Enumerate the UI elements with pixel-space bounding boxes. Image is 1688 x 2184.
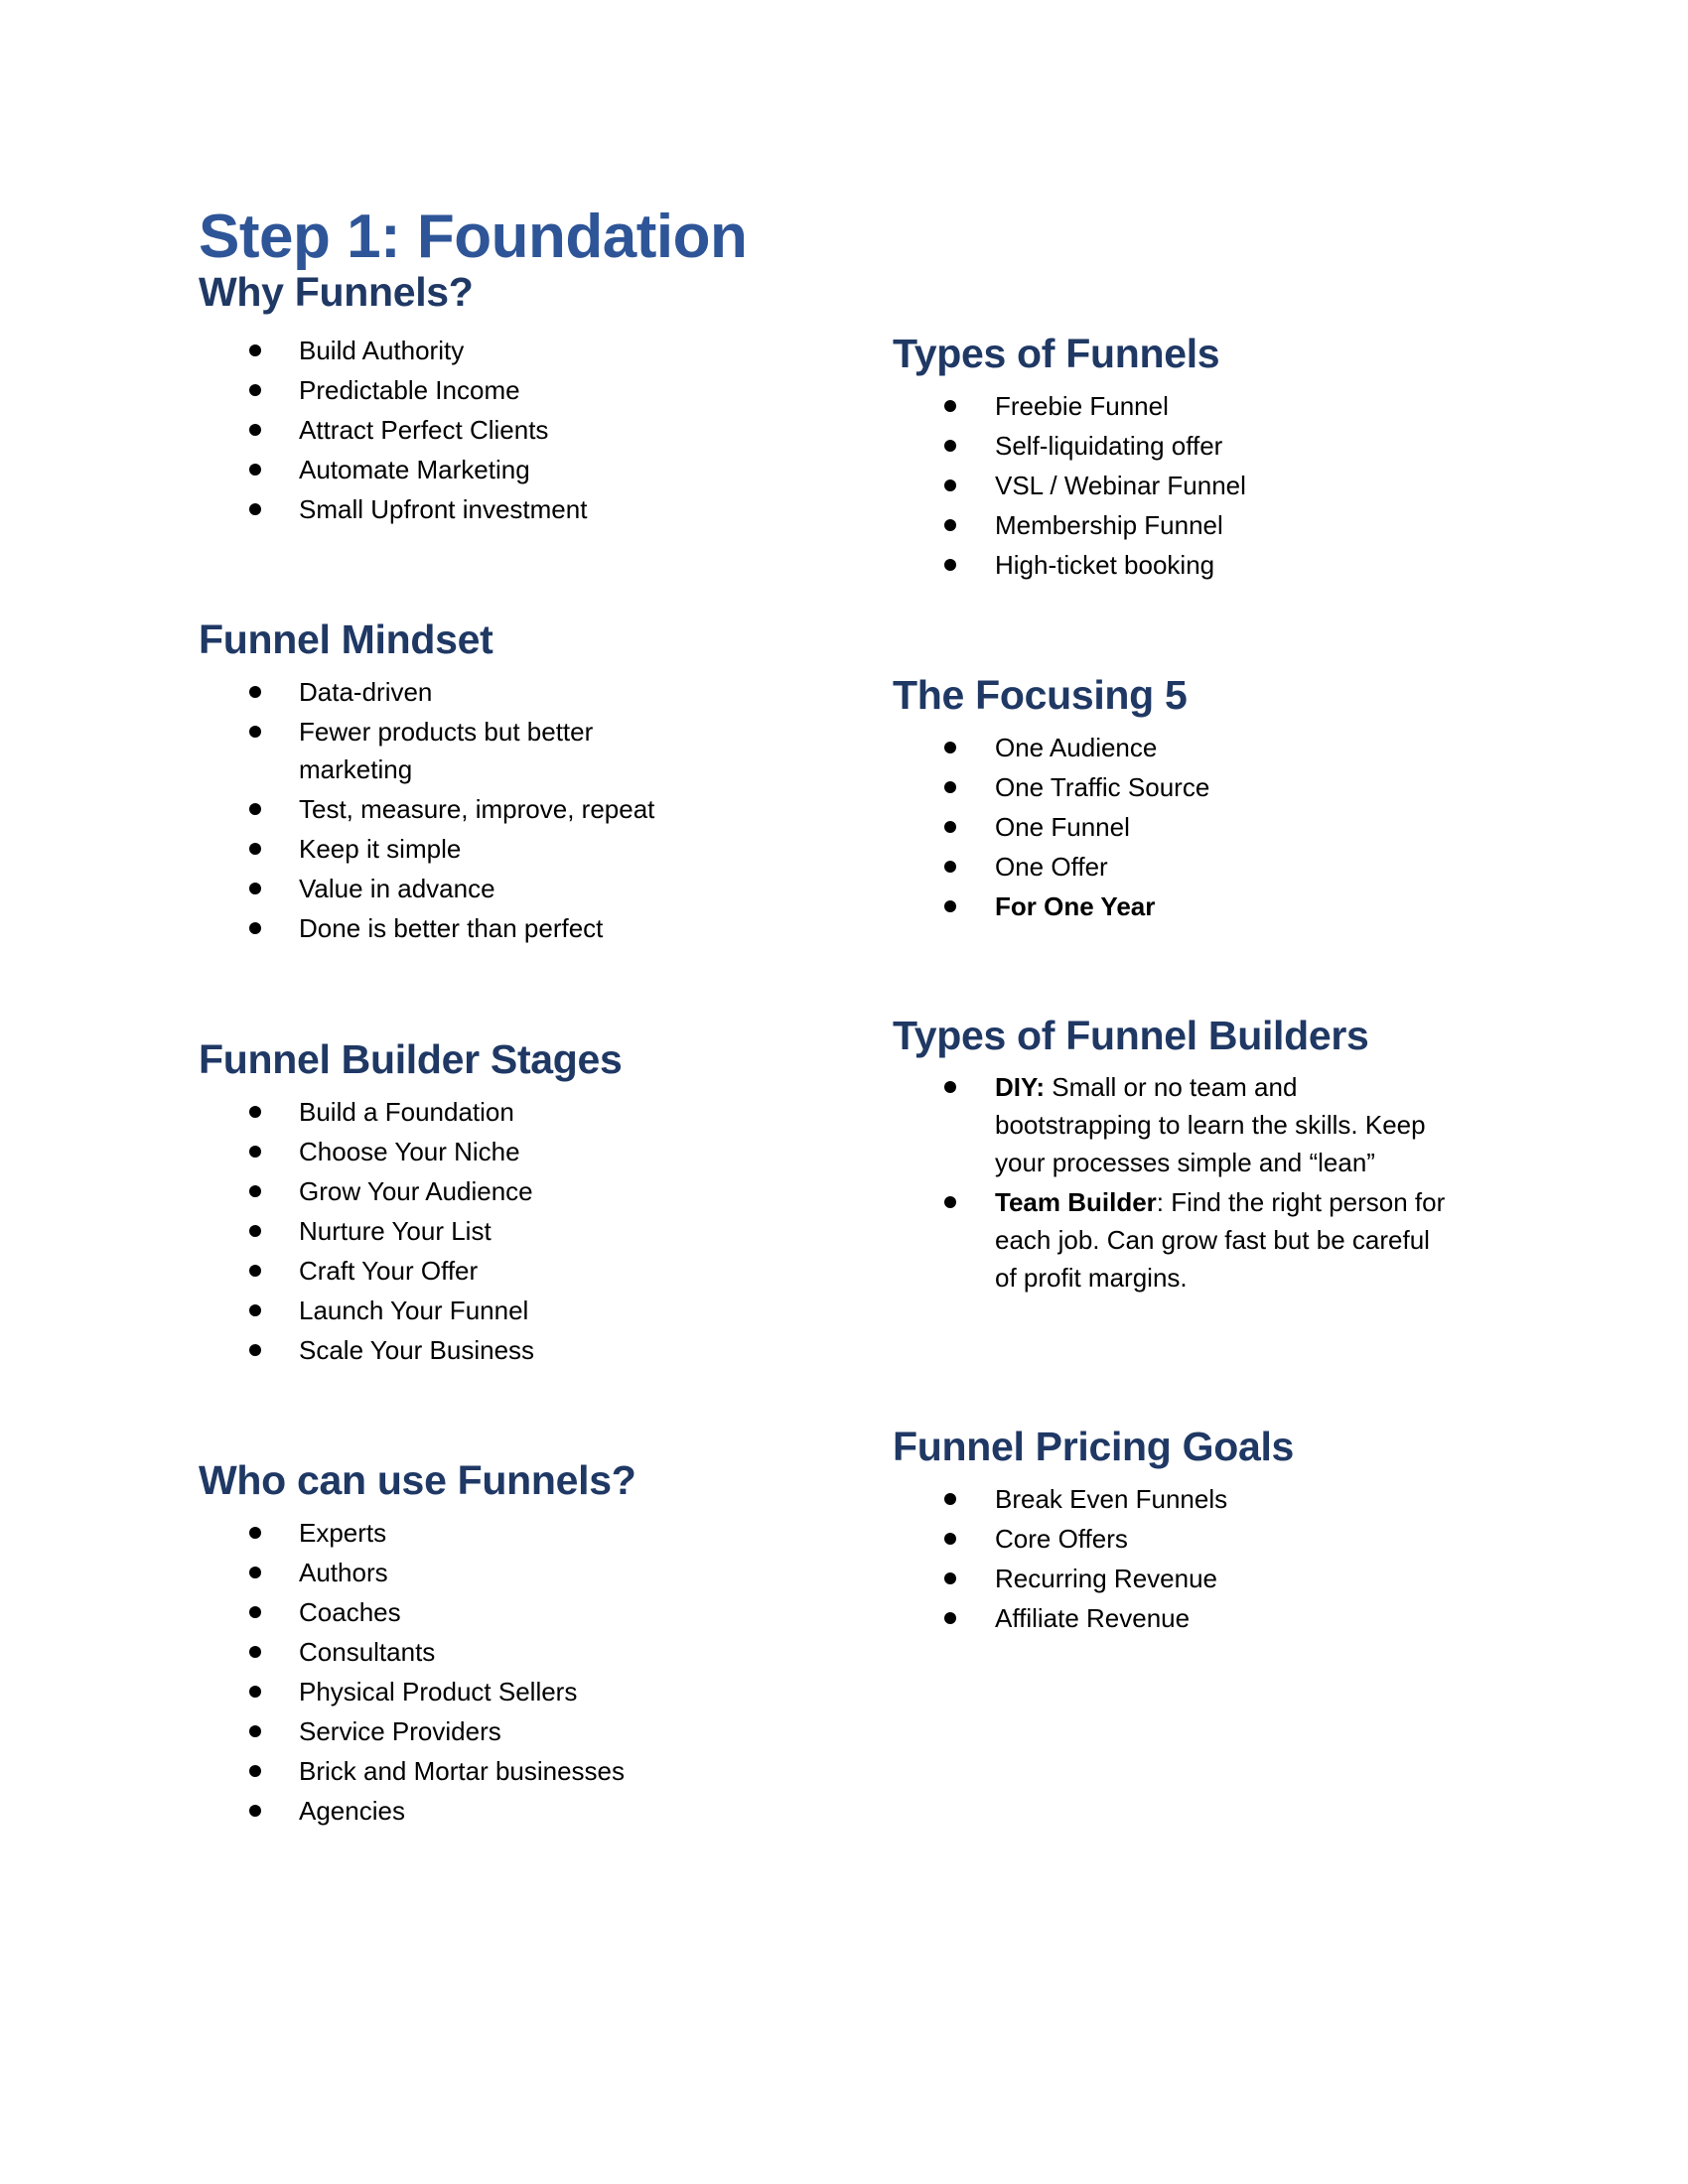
list-item: Physical Product Sellers — [199, 1673, 701, 1710]
list-item: Agencies — [199, 1792, 701, 1830]
bullet-list — [199, 1514, 701, 1832]
bullet-icon — [249, 1265, 261, 1277]
bullet-icon — [249, 726, 261, 738]
list-item: Craft Your Offer — [199, 1252, 701, 1290]
list-item: Break Even Funnels — [893, 1480, 1447, 1518]
bullet-icon — [944, 821, 956, 833]
list-item: Data-driven — [199, 673, 701, 711]
bullet-icon — [249, 1725, 261, 1737]
section-heading: Types of Funnels — [893, 331, 1220, 376]
bullet-icon — [249, 1304, 261, 1316]
bullet-icon — [944, 781, 956, 793]
bullet-icon — [249, 1146, 261, 1158]
section-funnel-builder-stages — [199, 1031, 623, 1365]
bullet-icon — [249, 1567, 261, 1578]
list-item: One Funnel — [893, 808, 1447, 846]
bullet-icon — [944, 1493, 956, 1505]
section-focusing-5 — [893, 667, 1210, 921]
list-item: Authors — [199, 1554, 701, 1591]
bullet-icon — [249, 384, 261, 396]
bullet-icon — [249, 1225, 261, 1237]
list-item: Choose Your Niche — [199, 1133, 701, 1170]
bullet-icon — [944, 1572, 956, 1584]
bullet-icon — [944, 1081, 956, 1093]
bullet-icon — [249, 883, 261, 894]
list-item: Done is better than perfect — [199, 909, 701, 947]
section-heading: Funnel Builder Stages — [199, 1036, 623, 1082]
bullet-icon — [944, 1196, 956, 1208]
section-funnel-mindset — [199, 612, 655, 943]
list-item: Test, measure, improve, repeat — [199, 790, 701, 828]
bullet-icon — [249, 424, 261, 436]
list-item: One Traffic Source — [893, 768, 1447, 806]
list-item: Experts — [199, 1514, 701, 1552]
bullet-list — [199, 332, 701, 530]
bullet-icon — [249, 922, 261, 934]
section-funnel-pricing-goals — [893, 1419, 1295, 1633]
list-item: Scale Your Business — [199, 1331, 701, 1369]
list-item: One Audience — [893, 729, 1447, 766]
list-item: One Offer — [893, 848, 1447, 886]
section-why-funnels — [199, 264, 588, 524]
list-item: Predictable Income — [199, 371, 701, 409]
bullet-icon — [944, 479, 956, 491]
section-heading: Funnel Pricing Goals — [893, 1424, 1295, 1469]
bullet-icon — [944, 742, 956, 753]
bullet-icon — [944, 1612, 956, 1624]
bullet-icon — [249, 503, 261, 515]
list-item: Grow Your Audience — [199, 1172, 701, 1210]
bullet-list — [893, 729, 1447, 927]
section-heading: Why Funnels? — [199, 269, 474, 315]
list-item: High-ticket booking — [893, 546, 1447, 584]
bullet-icon — [944, 400, 956, 412]
bullet-list — [199, 1093, 701, 1371]
bullet-icon — [249, 1765, 261, 1777]
list-item: Service Providers — [199, 1712, 701, 1750]
list-item: Brick and Mortar businesses — [199, 1752, 701, 1790]
bullet-icon — [249, 1527, 261, 1539]
list-item: Launch Your Funnel — [199, 1292, 701, 1329]
bullet-icon — [944, 900, 956, 912]
bullet-icon — [249, 1646, 261, 1658]
bullet-list — [893, 1068, 1447, 1298]
list-item: Freebie Funnel — [893, 387, 1447, 425]
list-item: VSL / Webinar Funnel — [893, 467, 1447, 504]
section-heading: The Focusing 5 — [893, 672, 1188, 718]
list-item: Coaches — [199, 1593, 701, 1631]
list-item: For One Year — [893, 887, 1447, 925]
list-item: Self-liquidating offer — [893, 427, 1447, 465]
bullet-icon — [249, 1185, 261, 1197]
section-heading: Who can use Funnels? — [199, 1457, 636, 1503]
list-item: Small Upfront investment — [199, 490, 701, 528]
list-item: Consultants — [199, 1633, 701, 1671]
bullet-list — [893, 1480, 1447, 1639]
list-item: Membership Funnel — [893, 506, 1447, 544]
bullet-icon — [249, 803, 261, 815]
list-item: Recurring Revenue — [893, 1560, 1447, 1597]
bullet-icon — [249, 1344, 261, 1356]
bullet-icon — [944, 1533, 956, 1545]
list-item: Automate Marketing — [199, 451, 701, 488]
bullet-icon — [249, 1606, 261, 1618]
list-item: Team Builder: Find the right person for each job. Can grow fast but be careful of profit margins. — [893, 1183, 1447, 1297]
section-heading: Funnel Mindset — [199, 616, 493, 662]
list-item: Fewer products but better marketing — [199, 713, 701, 788]
bullet-list — [893, 387, 1447, 586]
section-heading: Types of Funnel Builders — [893, 1013, 1369, 1058]
list-item: Value in advance — [199, 870, 701, 907]
bullet-icon — [249, 686, 261, 698]
page-title: Step 1: Foundation — [199, 203, 748, 271]
bullet-icon — [249, 843, 261, 855]
list-item: Nurture Your List — [199, 1212, 701, 1250]
bullet-icon — [944, 519, 956, 531]
list-item: DIY: Small or no team and bootstrapping to learn the skills. Keep your processes simple and “lean” — [893, 1068, 1447, 1181]
bullet-list — [199, 673, 701, 949]
bullet-icon — [249, 464, 261, 476]
list-item: Attract Perfect Clients — [199, 411, 701, 449]
list-item: Build a Foundation — [199, 1093, 701, 1131]
bullet-icon — [944, 559, 956, 571]
list-item: Build Authority — [199, 332, 701, 369]
bullet-icon — [249, 1106, 261, 1118]
list-item: Affiliate Revenue — [893, 1599, 1447, 1637]
list-item: Keep it simple — [199, 830, 701, 868]
section-types-of-funnel-builders — [893, 1008, 1446, 1293]
list-item: Core Offers — [893, 1520, 1447, 1558]
bullet-icon — [249, 1805, 261, 1817]
bullet-icon — [249, 344, 261, 356]
section-types-of-funnels — [893, 326, 1246, 580]
bullet-icon — [249, 1686, 261, 1698]
section-who-can-use-funnels — [199, 1452, 636, 1826]
bullet-icon — [944, 440, 956, 452]
bullet-icon — [944, 861, 956, 873]
